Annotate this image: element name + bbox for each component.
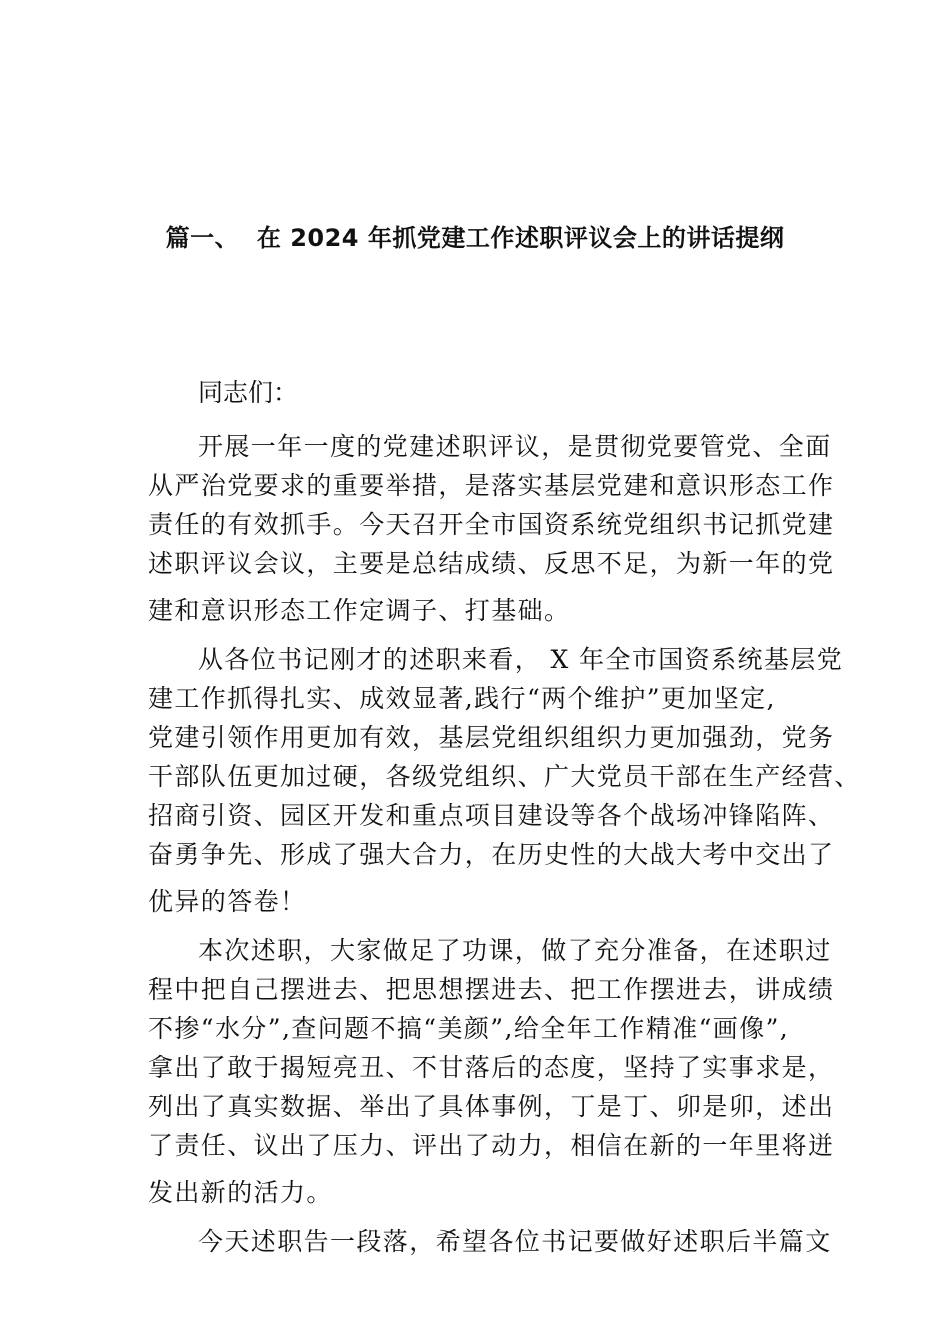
paragraph-line: 优异的答卷！ xyxy=(148,887,307,916)
paragraph-line: 本次述职，大家做足了功课，做了充分准备，在述职过 xyxy=(198,936,832,965)
paragraph-1 xyxy=(148,427,835,630)
document-title: 篇一、 在 2024 年抓党建工作述职评议会上的讲话提纲 xyxy=(165,224,785,252)
salutation: 同志们： xyxy=(198,378,299,407)
paragraph-line: 建工作抓得扎实、成效显著,践行“两个维护”更加坚定, xyxy=(148,684,776,713)
paragraph-line: 程中把自己摆进去、把思想摆进去、把工作摆进去，讲成绩 xyxy=(148,975,835,1004)
paragraph-line: 拿出了敢于揭短亮丑、不甘落后的态度，坚持了实事求是， xyxy=(148,1053,835,1082)
paragraph-line: 招商引资、园区开发和重点项目建设等各个战场冲锋陷阵、 xyxy=(148,801,835,830)
paragraph-2 xyxy=(148,640,861,921)
paragraph-line: 列出了真实数据、举出了具体事例，丁是丁、卯是卯，述出 xyxy=(148,1092,835,1121)
paragraph-line: 了责任、议出了压力、评出了动力，相信在新的一年里将迸 xyxy=(148,1131,835,1160)
paragraph-line: 发出新的活力。 xyxy=(148,1178,333,1207)
paragraph-line: 建和意识形态工作定调子、打基础。 xyxy=(148,596,571,625)
paragraph-line: 今天述职告一段落，希望各位书记要做好述职后半篇文 xyxy=(198,1227,832,1256)
paragraph-line: 从各位书记刚才的述职来看， X 年全市国资系统基层党 xyxy=(198,645,844,674)
paragraph-line: 开展一年一度的党建述职评议，是贯彻党要管党、全面 xyxy=(198,432,832,461)
document-body xyxy=(148,374,861,1271)
paragraph-line: 从严治党要求的重要举措，是落实基层党建和意识形态工作 xyxy=(148,471,835,500)
paragraph-line: 奋勇争先、形成了强大合力，在历史性的大战大考中交出了 xyxy=(148,840,835,869)
paragraph-4 xyxy=(148,1222,832,1261)
paragraph-line: 责任的有效抓手。今天召开全市国资系统党组织书记抓党建 xyxy=(148,510,835,539)
paragraph-3 xyxy=(148,931,835,1212)
paragraph-line: 干部队伍更加过硬，各级党组织、广大党员干部在生产经营、 xyxy=(148,762,861,791)
paragraph-line: 述职评议会议，主要是总结成绩、反思不足，为新一年的党 xyxy=(148,549,835,578)
paragraph-line: 不掺“水分”,查问题不搞“美颜”,给全年工作精准“画像”, xyxy=(148,1014,790,1043)
paragraph-line: 党建引领作用更加有效，基层党组织组织力更加强劲，党务 xyxy=(148,723,835,752)
